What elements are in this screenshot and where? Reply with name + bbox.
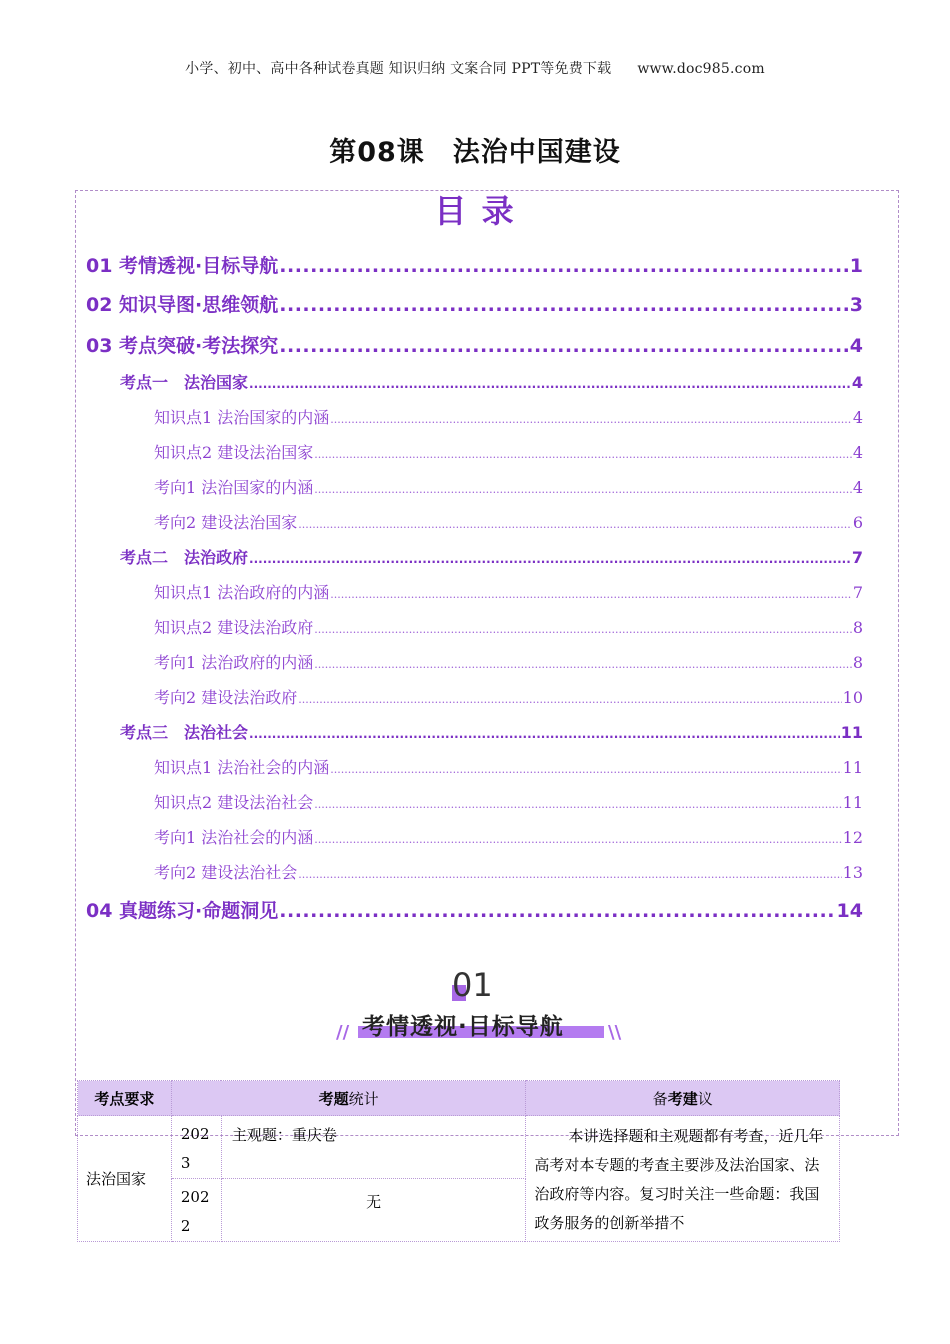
toc-entry-label: 考点三 法治社会 bbox=[120, 723, 249, 742]
toc-entry[interactable] bbox=[86, 331, 863, 358]
lesson-name: 法治中国建设 bbox=[452, 137, 621, 168]
section-title: 考情透视·目标导航 bbox=[362, 1014, 564, 1040]
toc-entry-page: 10 bbox=[842, 688, 863, 707]
toc-entry-label: 考向2 建设法治社会 bbox=[154, 863, 298, 882]
toc-entry-label: 考向2 建设法治政府 bbox=[154, 688, 298, 707]
toc-entry[interactable] bbox=[154, 615, 863, 638]
toc-entry[interactable] bbox=[120, 545, 863, 568]
toc-entry-label: 考点二 法治政府 bbox=[120, 548, 249, 567]
toc-entry-page: 8 bbox=[852, 653, 863, 672]
toc-entry-label: 知识点2 建设法治社会 bbox=[154, 793, 314, 812]
page-header bbox=[0, 58, 950, 78]
lesson-number: 第08课 bbox=[329, 137, 425, 168]
toc-entry-page: 7 bbox=[851, 548, 863, 567]
toc-entry-page: 11 bbox=[842, 758, 863, 777]
toc-entry-page: 11 bbox=[842, 793, 863, 812]
banner-slash-right: \\ bbox=[608, 1022, 622, 1043]
toc-entry-label: 考点一 法治国家 bbox=[120, 373, 249, 392]
toc-entry[interactable] bbox=[154, 475, 863, 498]
toc-entry[interactable] bbox=[154, 440, 863, 463]
toc-entry-label: 考向1 法治国家的内涵 bbox=[154, 478, 314, 497]
toc-entry[interactable] bbox=[86, 290, 863, 317]
toc-entry-label: 04 真题练习·命题洞见 bbox=[86, 900, 279, 922]
section-number: 01 bbox=[452, 966, 493, 1004]
toc-entry-page: 11 bbox=[840, 723, 863, 742]
year-cell: 202 3 bbox=[171, 1116, 221, 1179]
toc-entry-label: 知识点1 法治政府的内涵 bbox=[154, 583, 330, 602]
header-url[interactable]: www.doc985.com bbox=[637, 61, 765, 77]
toc-entry-label: 知识点1 法治国家的内涵 bbox=[154, 408, 330, 427]
toc-entry[interactable] bbox=[86, 896, 863, 923]
toc-entry[interactable] bbox=[154, 685, 863, 708]
toc-entry-label: 知识点2 建设法治国家 bbox=[154, 443, 314, 462]
toc-entry-page: 4 bbox=[849, 335, 863, 357]
toc-entry-page: 8 bbox=[852, 618, 863, 637]
toc-entry[interactable] bbox=[154, 825, 863, 848]
toc-entry-page: 7 bbox=[852, 583, 863, 602]
header-topic: 考点要求 bbox=[78, 1081, 172, 1116]
header-advice: 备考建议 bbox=[526, 1081, 840, 1116]
banner-slash-left: // bbox=[336, 1022, 350, 1043]
toc-entry-label: 01 考情透视·目标导航 bbox=[86, 255, 279, 277]
detail-cell: 主观题：重庆卷 bbox=[221, 1116, 526, 1179]
header-text: 小学、初中、高中各种试卷真题 知识归纳 文案合同 PPT等免费下载 bbox=[185, 61, 612, 77]
table-row bbox=[78, 1116, 840, 1179]
header-stats: 考题统计 bbox=[171, 1081, 526, 1116]
toc-entry-page: 1 bbox=[849, 255, 863, 277]
toc-entry[interactable] bbox=[120, 720, 863, 743]
toc-entry-page: 4 bbox=[852, 408, 863, 427]
topic-cell: 法治国家 bbox=[78, 1116, 172, 1242]
toc-entry[interactable] bbox=[154, 580, 863, 603]
exam-analysis-table bbox=[77, 1080, 840, 1242]
toc-entry-page: 4 bbox=[852, 478, 863, 497]
toc-entry[interactable] bbox=[154, 405, 863, 428]
toc-entry[interactable] bbox=[120, 370, 863, 393]
page-title bbox=[0, 130, 950, 169]
toc-entry-label: 02 知识导图·思维领航 bbox=[86, 294, 279, 316]
toc-entry-label: 考向2 建设法治国家 bbox=[154, 513, 298, 532]
toc-entry-label: 知识点2 建设法治政府 bbox=[154, 618, 314, 637]
year-cell: 202 2 bbox=[171, 1179, 221, 1242]
toc-entry-page: 14 bbox=[836, 900, 863, 922]
toc-entry-label: 考向1 法治政府的内涵 bbox=[154, 653, 314, 672]
toc-entry[interactable] bbox=[154, 790, 863, 813]
toc-heading: 目 录 bbox=[434, 192, 516, 230]
toc-entry[interactable] bbox=[86, 251, 863, 278]
toc-entry-label: 知识点1 法治社会的内涵 bbox=[154, 758, 330, 777]
toc-entry-page: 4 bbox=[851, 373, 863, 392]
toc-entry[interactable] bbox=[154, 860, 863, 883]
toc-entry[interactable] bbox=[154, 650, 863, 673]
section-banner bbox=[358, 1014, 604, 1038]
toc-entry-page: 13 bbox=[842, 863, 863, 882]
toc-entry-page: 3 bbox=[849, 294, 863, 316]
toc-entry-label: 03 考点突破·考法探究 bbox=[86, 335, 279, 357]
toc-entry-page: 12 bbox=[842, 828, 863, 847]
toc-entry[interactable] bbox=[154, 510, 863, 533]
toc-entry[interactable] bbox=[154, 755, 863, 778]
toc-entry-page: 4 bbox=[852, 443, 863, 462]
detail-cell: 无 bbox=[221, 1179, 526, 1242]
toc-entry-label: 考向1 法治社会的内涵 bbox=[154, 828, 314, 847]
advice-cell: 本讲选择题和主观题都有考查，近几年高考对本专题的考查主要涉及法治国家、法治政府等内容。复习时关注一些命题：我国政务服务的创新举措不 bbox=[526, 1116, 840, 1242]
toc-entry-page: 6 bbox=[852, 513, 863, 532]
table-header-row bbox=[78, 1081, 840, 1116]
